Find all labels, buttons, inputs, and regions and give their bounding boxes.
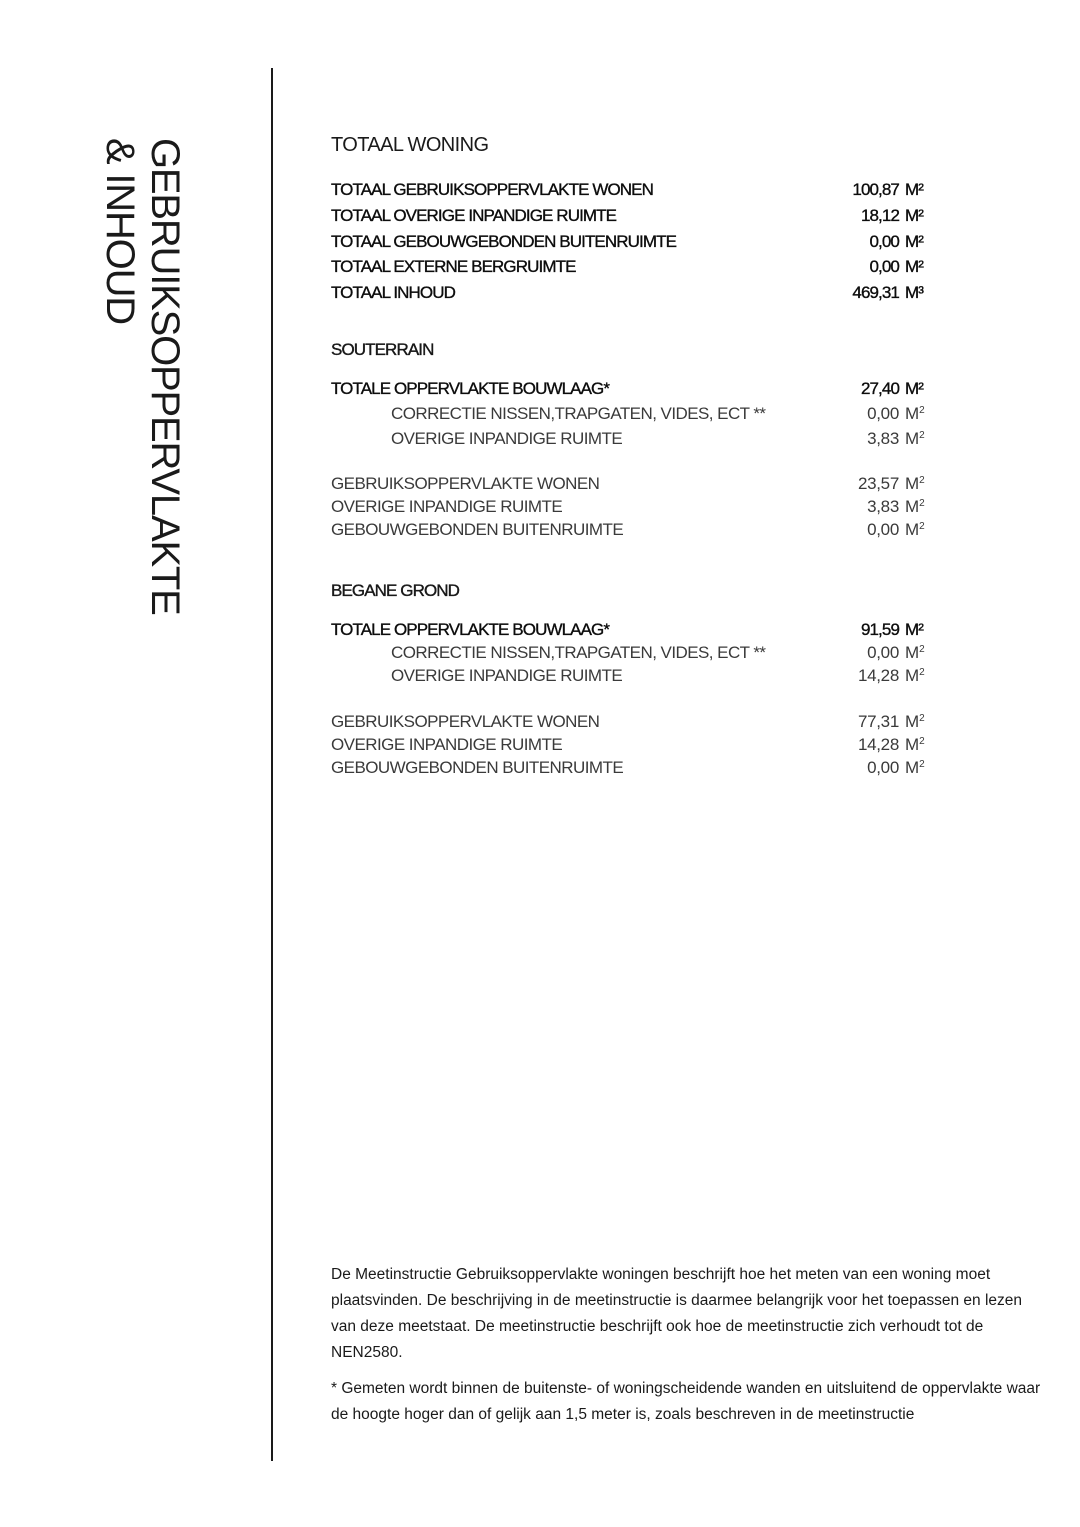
row-value: 0,00 bbox=[867, 520, 899, 539]
side-title-line-2: & INHOUD bbox=[98, 138, 142, 324]
begane-grond-correction-row bbox=[331, 643, 931, 665]
row-value: 3,83 bbox=[867, 497, 899, 516]
souterrain-correction-row bbox=[331, 429, 931, 451]
row-value: 77,31 bbox=[857, 712, 899, 731]
row-unit: M² bbox=[905, 620, 924, 639]
begane-grond-result-row bbox=[331, 735, 931, 757]
row-label: CORRECTIE NISSEN,TRAPGATEN, VIDES, ECT ** bbox=[391, 404, 766, 423]
row-unit: $M^2$ bbox=[905, 758, 925, 777]
row-label: GEBRUIKSOPPERVLAKTE WONEN bbox=[331, 474, 600, 493]
begane-grond-title: BEGANE GROND bbox=[331, 581, 460, 600]
totaal-row bbox=[331, 257, 931, 279]
row-unit: $M^2$ bbox=[905, 404, 925, 423]
totaal-heading: TOTAAL WONING bbox=[331, 134, 489, 156]
souterrain-title: SOUTERRAIN bbox=[331, 340, 434, 359]
souterrain-result-row bbox=[331, 474, 931, 496]
row-label: OVERIGE INPANDIGE RUIMTE bbox=[331, 735, 563, 754]
row-value: 23,57 bbox=[857, 474, 899, 493]
row-label: OVERIGE INPANDIGE RUIMTE bbox=[331, 497, 563, 516]
row-label: GEBRUIKSOPPERVLAKTE WONEN bbox=[331, 712, 600, 731]
note-paragraph: * Gemeten wordt binnen de buitenste- of woningscheidende wanden en uitsluitend de oppervlakte waar de hoogte hoger dan of gelijk aan 1,5 meter is, zoals beschreven in de meetinstructie bbox=[331, 1380, 1041, 1423]
totaal-row bbox=[331, 232, 931, 254]
side-title-line-1: GEBRUIKSOPPERVLAKTE bbox=[143, 138, 187, 615]
row-unit: $M^2$ bbox=[905, 735, 925, 754]
row-value: 100,87 bbox=[852, 180, 899, 199]
row-value: 0,00 bbox=[867, 758, 899, 777]
row-unit: $M^2$ bbox=[905, 666, 925, 685]
row-unit: $M^2$ bbox=[905, 643, 925, 662]
totaal-row bbox=[331, 206, 931, 228]
row-value: 18,12 bbox=[860, 206, 899, 225]
row-label: OVERIGE INPANDIGE RUIMTE bbox=[391, 666, 623, 685]
souterrain-total-row bbox=[331, 379, 931, 401]
row-value: 91,59 bbox=[860, 620, 899, 639]
row-label: TOTAAL INHOUD bbox=[331, 283, 456, 302]
begane-grond-total-row bbox=[331, 620, 931, 642]
row-unit: M³ bbox=[905, 283, 924, 302]
row-unit: $M^2$ bbox=[905, 712, 925, 731]
row-value: 14,28 bbox=[857, 735, 899, 754]
row-label: TOTAAL GEBRUIKSOPPERVLAKTE WONEN bbox=[331, 180, 653, 199]
row-unit: M² bbox=[905, 206, 924, 225]
totaal-row bbox=[331, 283, 931, 305]
vertical-divider bbox=[271, 68, 273, 1461]
row-label: TOTALE OPPERVLAKTE BOUWLAAG* bbox=[331, 379, 610, 398]
row-value: 0,00 bbox=[867, 643, 899, 662]
row-unit: $M^2$ bbox=[905, 497, 925, 516]
souterrain-result-row bbox=[331, 497, 931, 519]
row-value: 0,00 bbox=[869, 257, 899, 276]
row-label: TOTALE OPPERVLAKTE BOUWLAAG* bbox=[331, 620, 610, 639]
side-title bbox=[97, 138, 187, 678]
row-unit: $M^2$ bbox=[905, 474, 925, 493]
row-value: 469,31 bbox=[852, 283, 899, 302]
row-value: 0,00 bbox=[867, 404, 899, 423]
row-unit: $M^2$ bbox=[905, 520, 925, 539]
row-value: 27,40 bbox=[860, 379, 899, 398]
row-label: OVERIGE INPANDIGE RUIMTE bbox=[391, 429, 623, 448]
row-value: 14,28 bbox=[857, 666, 899, 685]
totaal-row bbox=[331, 180, 931, 202]
row-unit: M² bbox=[905, 180, 924, 199]
row-unit: M² bbox=[905, 379, 924, 398]
begane-grond-result-row bbox=[331, 758, 931, 780]
footnotes bbox=[331, 1262, 1051, 1438]
row-unit: $M^2$ bbox=[905, 429, 925, 448]
souterrain-result-row bbox=[331, 520, 931, 542]
row-label: TOTAAL OVERIGE INPANDIGE RUIMTE bbox=[331, 206, 617, 225]
row-unit: M² bbox=[905, 232, 924, 251]
begane-grond-correction-row bbox=[331, 666, 931, 688]
row-label: GEBOUWGEBONDEN BUITENRUIMTE bbox=[331, 520, 624, 539]
row-value: 0,00 bbox=[869, 232, 899, 251]
row-label: TOTAAL GEBOUWGEBONDEN BUITENRUIMTE bbox=[331, 232, 677, 251]
row-label: GEBOUWGEBONDEN BUITENRUIMTE bbox=[331, 758, 624, 777]
souterrain-correction-row bbox=[331, 404, 931, 426]
row-value: 3,83 bbox=[867, 429, 899, 448]
row-unit: M² bbox=[905, 257, 924, 276]
note-paragraph: De Meetinstructie Gebruiksoppervlakte woningen beschrijft hoe het meten van een woning moet plaatsvinden. De beschrijving in de meetinstructie is daarmee belangrijk voor het toepassen en lezen van deze meetstaat. De meetinstructie beschrijft ook hoe de meetinstructie zich verhoudt tot de NEN2580. bbox=[331, 1266, 1023, 1361]
row-label: TOTAAL EXTERNE BERGRUIMTE bbox=[331, 257, 576, 276]
begane-grond-result-row bbox=[331, 712, 931, 734]
row-label: CORRECTIE NISSEN,TRAPGATEN, VIDES, ECT ** bbox=[391, 643, 766, 662]
